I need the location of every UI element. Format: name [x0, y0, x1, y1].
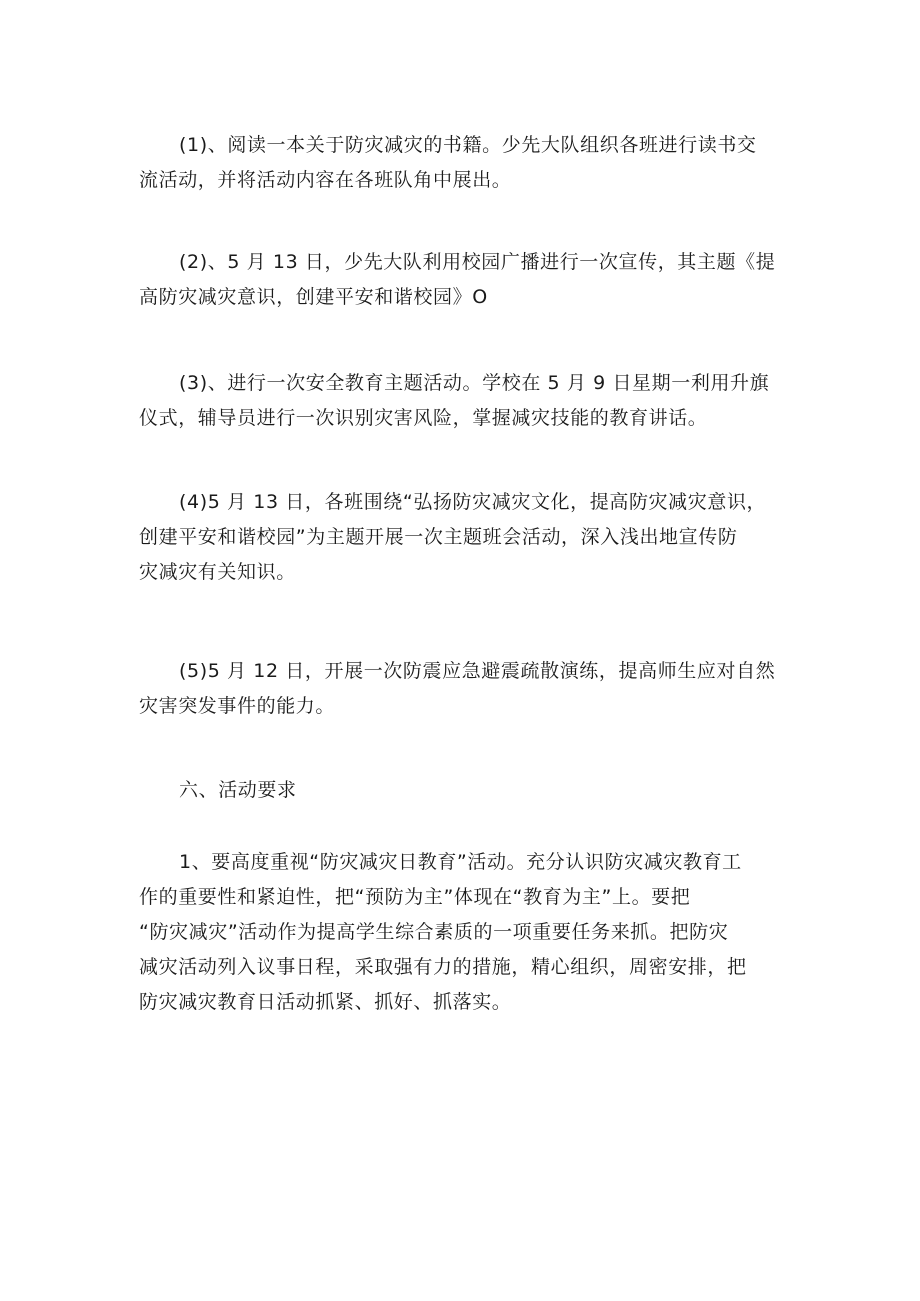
paragraph-line: (4)5 月 13 日，各班围绕“弘扬防灾减灾文化，提高防灾减灾意识， [179, 491, 767, 513]
paragraph-line: “防灾减灾”活动作为提高学生综合素质的一项重要任务来抓。把防灾 [139, 921, 729, 943]
section-heading-text: 六、活动要求 [179, 779, 297, 801]
paragraph-line: 高防灾减灾意识，创建平安和谐校园》O [139, 286, 488, 308]
paragraph-line: 灾减灾有关知识。 [139, 561, 296, 583]
section-heading-requirements [139, 773, 779, 808]
paragraph-line: 作的重要性和紧迫性，把“预防为主”体现在“教育为主”上。要把 [139, 886, 691, 908]
paragraph-line: 流活动，并将活动内容在各班队角中展出。 [139, 169, 512, 191]
paragraph-line: 灾害突发事件的能力。 [139, 695, 336, 717]
paragraph-line: (5)5 月 12 日，开展一次防震应急避震疏散演练，提高师生应对自然 [179, 660, 776, 682]
paragraph-requirement-1 [139, 845, 779, 1020]
paragraph-activity-3 [139, 366, 779, 436]
paragraph-line: 仪式，辅导员进行一次识别灾害风险，掌握减灾技能的教育讲话。 [139, 407, 708, 429]
paragraph-line: (2)、5 月 13 日，少先大队利用校园广播进行一次宣传，其主题《提 [179, 251, 776, 273]
paragraph-activity-1 [139, 128, 779, 198]
paragraph-line: 减灾活动列入议事日程，采取强有力的措施，精心组织，周密安排，把 [139, 956, 747, 978]
paragraph-line: 防灾减灾教育日活动抓紧、抓好、抓落实。 [139, 991, 512, 1013]
paragraph-line: (3)、进行一次安全教育主题活动。学校在 5 月 9 日星期一利用升旗 [179, 372, 770, 394]
paragraph-line: (1)、阅读一本关于防灾减灾的书籍。少先大队组织各班进行读书交 [179, 134, 757, 156]
paragraph-activity-5 [139, 654, 779, 724]
paragraph-activity-2 [139, 245, 779, 315]
paragraph-activity-4 [139, 485, 779, 590]
paragraph-line: 1、要高度重视“防灾减灾日教育”活动。充分认识防灾减灾教育工 [179, 851, 742, 873]
paragraph-line: 创建平安和谐校园”为主题开展一次主题班会活动，深入浅出地宣传防 [139, 526, 738, 548]
